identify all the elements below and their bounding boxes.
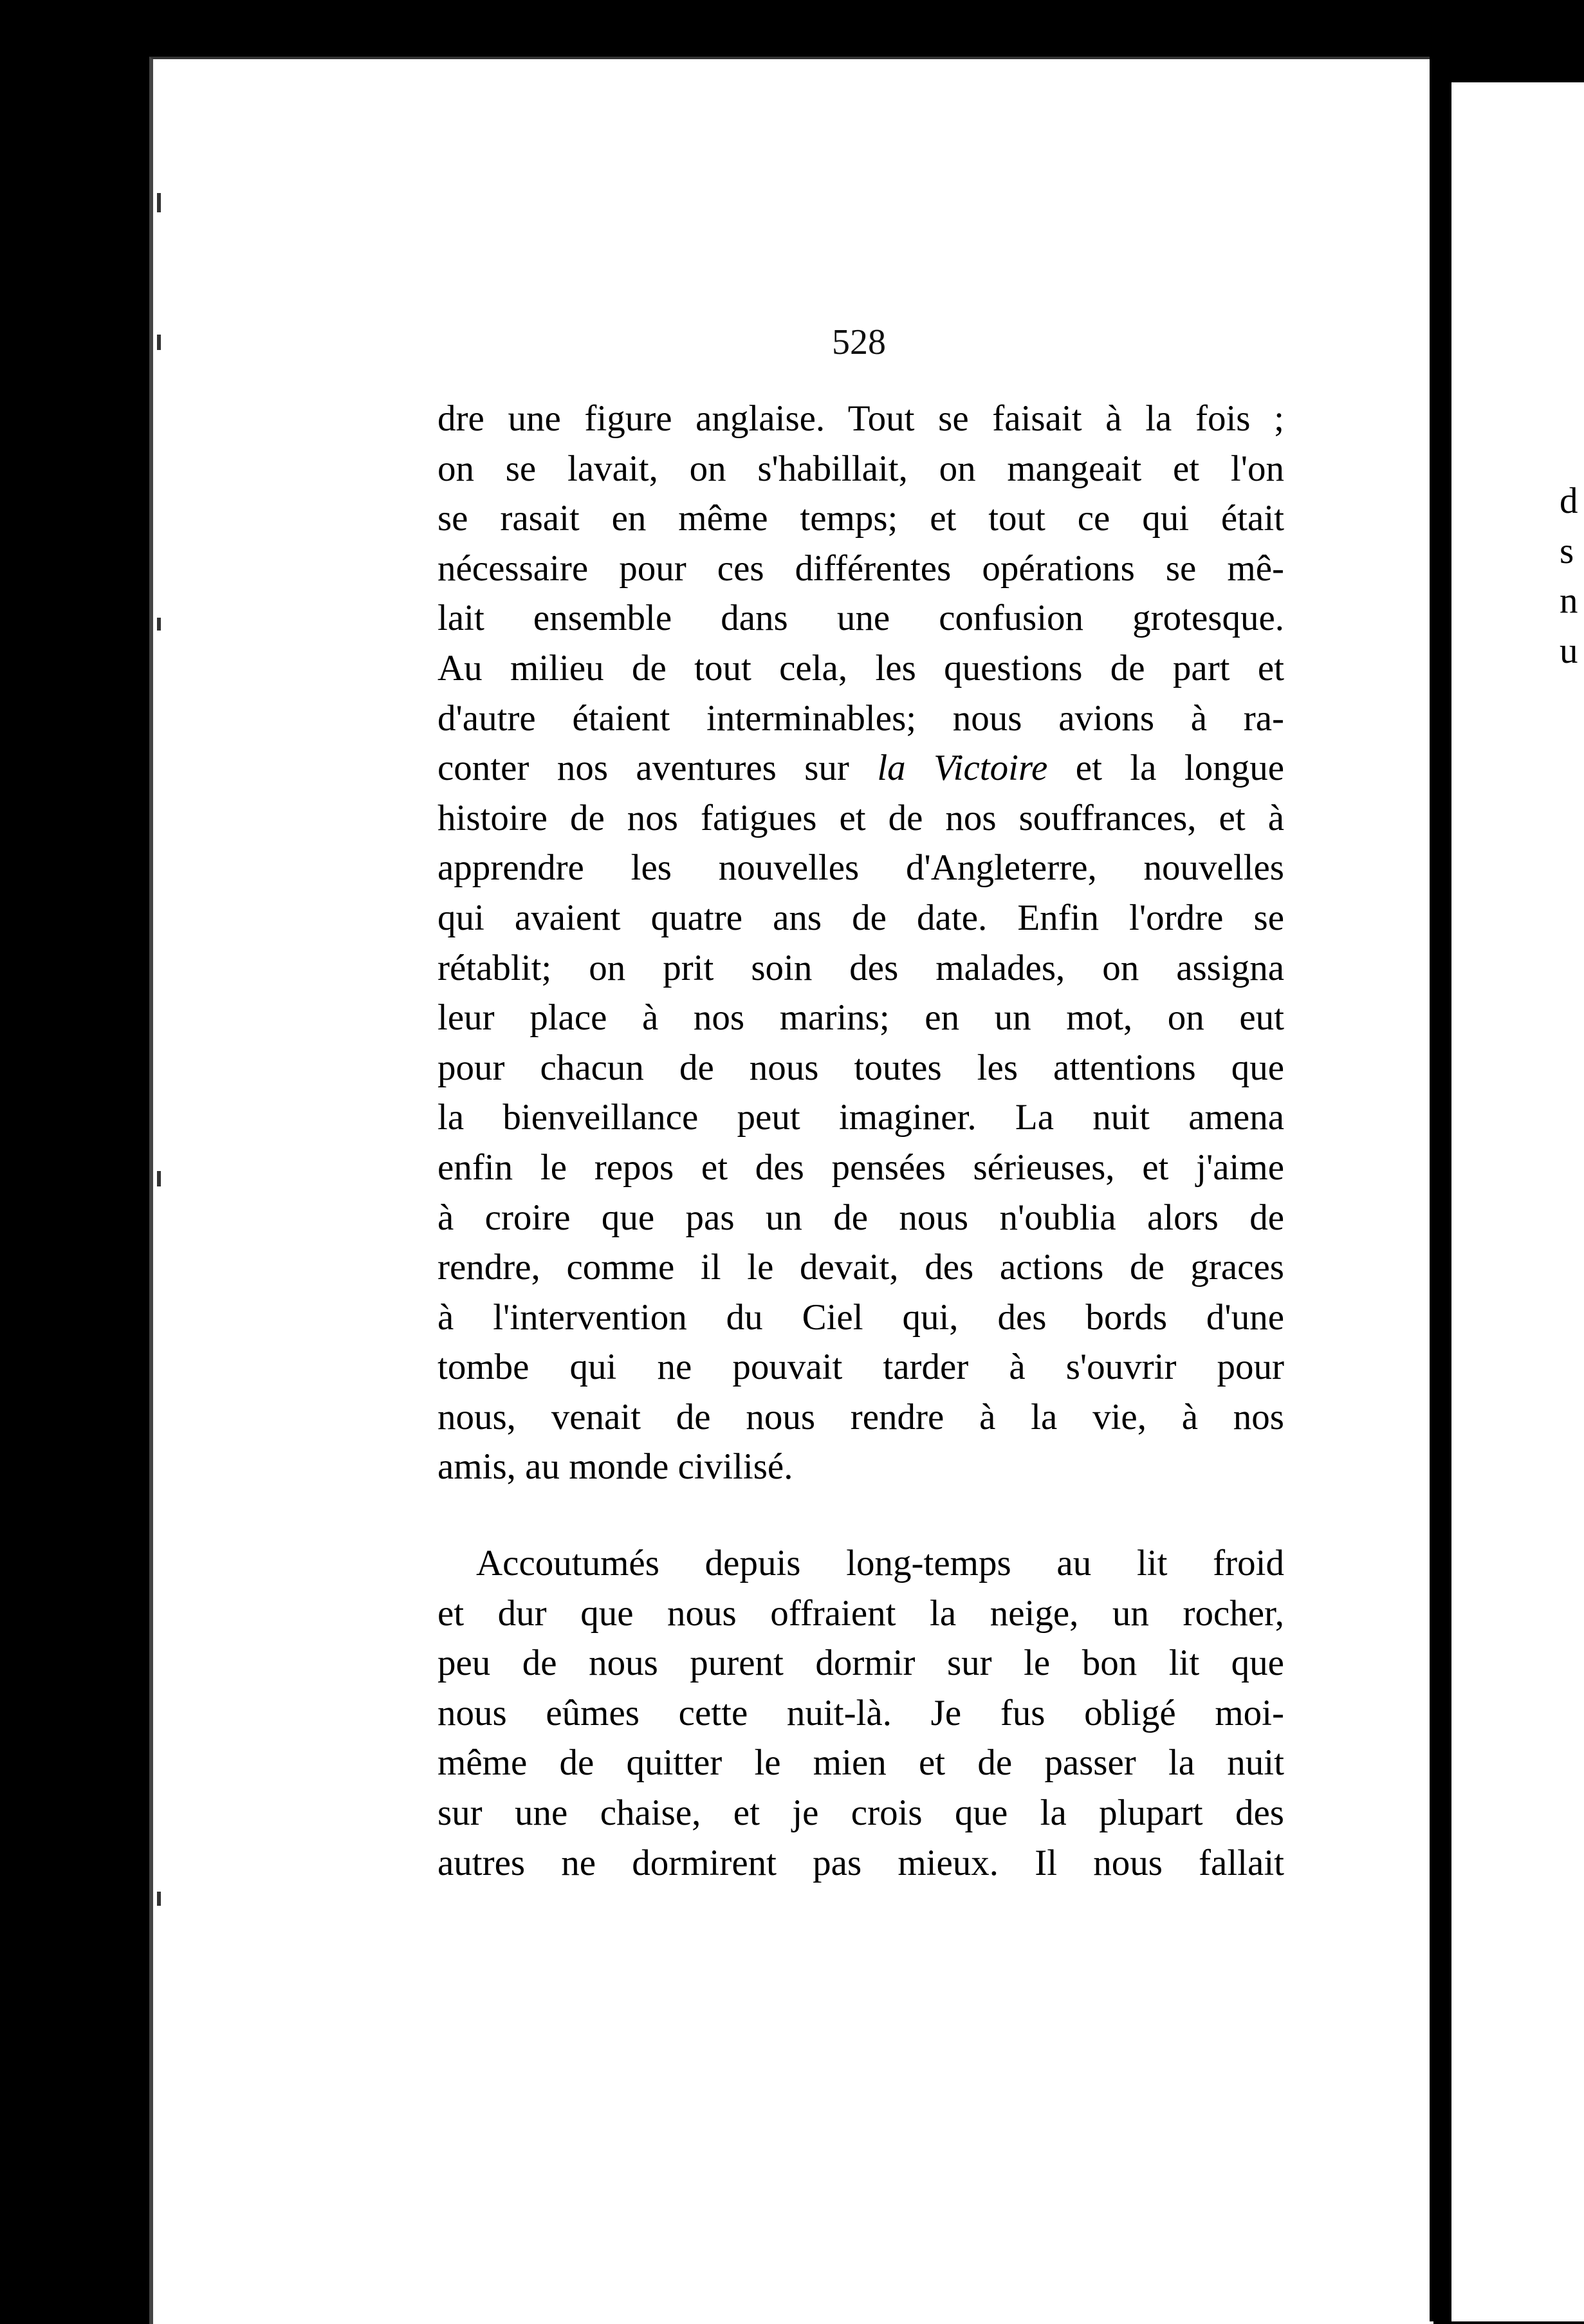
ship-name: la Victoire [877,748,1048,789]
right-page-edge [1451,82,1584,2321]
text-line: qui avaient quatre ans de date. Enfin l'ordre se [437,897,1284,938]
text-line: d'autre étaient interminables; nous avions à ra- [437,697,1284,739]
text-line: lait ensemble dans une confusion grotesque. [437,598,1284,639]
next-page-fragment: n [1560,580,1578,622]
text-span: conter nos aventures sur [437,748,849,789]
text-line: apprendre les nouvelles d'Angleterre, nouvelles [437,847,1284,889]
text-line: Au milieu de tout cela, les questions de part et [437,647,1284,688]
next-page-fragment: u [1560,630,1578,671]
page-number: 528 [832,322,886,362]
next-page-fragment: d [1560,481,1578,521]
text-line: nécessaire pour ces différentes opérations se mê- [437,548,1284,589]
text-line: peu de nous purent dormir sur le bon lit que [437,1643,1284,1684]
text-line: nous, venait de nous rendre à la vie, à nos [437,1396,1284,1437]
binding-mark [157,618,161,631]
text-line: rétablit; on prit soin des malades, on assigna [437,947,1284,988]
text-line: Accoutumés depuis long-temps au lit froid [476,1543,1284,1584]
text-line: on se lavait, on s'habillait, on mangeait et l'on [437,448,1284,489]
text-line: sur une chaise, et je crois que la plupart des [437,1793,1284,1834]
text-line: autres ne dormirent pas mieux. Il nous fallait [437,1842,1284,1883]
text-line: même de quitter le mien et de passer la nuit [437,1742,1284,1784]
text-line: leur place à nos marins; en un mot, on eut [437,997,1284,1038]
text-line: la bienveillance peut imaginer. La nuit amena [437,1097,1284,1138]
paragraph-gap [437,1492,1284,1538]
text-line: pour chacun de nous toutes les attentions que [437,1047,1284,1088]
text-line: rendre, comme il le devait, des actions de graces [437,1247,1284,1288]
text-line: dre une figure anglaise. Tout se faisait à la fois ; [437,398,1284,439]
text-line: se rasait en même temps; et tout ce qui était [437,498,1284,539]
book-gutter [1430,57,1451,2321]
binding-mark [157,193,161,212]
binding-mark [157,1171,161,1186]
next-page-fragments [1451,476,1578,676]
text-line [437,743,1284,793]
page-text [437,394,1284,1888]
binding-mark [157,335,161,350]
binding-mark [157,1892,161,1906]
text-line: amis, au monde civilisé. [437,1446,793,1488]
text-line: nous eûmes cette nuit-là. Je fus obligé moi- [437,1692,1284,1733]
text-line: et dur que nous offraient la neige, un rocher, [437,1592,1284,1634]
text-line: à croire que pas un de nous n'oublia alors de [437,1197,1284,1238]
text-line: à l'intervention du Ciel qui, des bords d'une [437,1296,1284,1338]
text-line: enfin le repos et des pensées sérieuses, et j'aime [437,1147,1284,1188]
text-line: tombe qui ne pouvait tarder à s'ouvrir pour [437,1347,1284,1388]
text-span: et la longue [1075,748,1284,789]
text-line: histoire de nos fatigues et de nos souffrances, et à [437,797,1284,838]
next-page-fragment: s [1560,530,1574,571]
